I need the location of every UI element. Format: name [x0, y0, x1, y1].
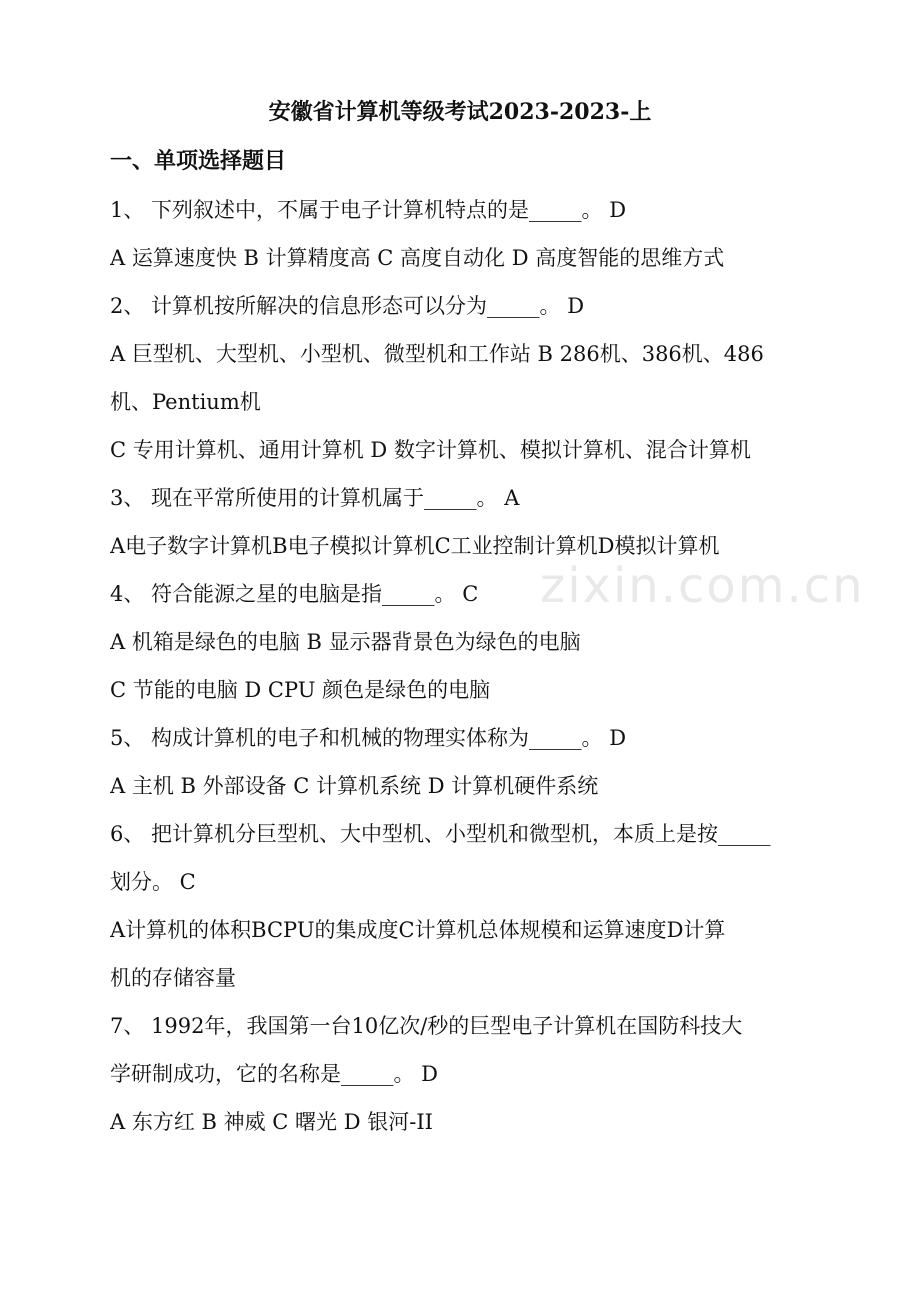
question-6-options-cont: 机的存储容量: [110, 966, 236, 990]
question-5: 5、 构成计算机的电子和机械的物理实体称为_____。 D: [110, 726, 627, 750]
document-title: 安徽省计算机等级考试2023-2023-上: [268, 99, 652, 125]
watermark: zixin.com.cn: [540, 558, 865, 614]
question-2: 2、 计算机按所解决的信息形态可以分为_____。 D: [110, 294, 585, 318]
question-1-options: A 运算速度快 B 计算精度高 C 高度自动化 D 高度智能的思维方式: [110, 246, 725, 270]
question-6-cont: 划分。 C: [110, 870, 196, 894]
question-4: 4、 符合能源之星的电脑是指_____。 C: [110, 582, 479, 606]
question-7-cont: 学研制成功，它的名称是_____。 D: [110, 1062, 439, 1086]
question-2-options-cont: 机、Pentium机: [110, 390, 261, 414]
question-2-options: A 巨型机、大型机、小型机、微型机和工作站 B 286机、386机、486: [110, 342, 764, 366]
question-1: 1、 下列叙述中，不属于电子计算机特点的是_____。 D: [110, 198, 627, 222]
question-7-options: A 东方红 B 神威 C 曙光 D 银河-II: [110, 1110, 433, 1134]
question-4-options: A 机箱是绿色的电脑 B 显示器背景色为绿色的电脑: [110, 630, 581, 654]
question-3: 3、 现在平常所使用的计算机属于_____。 A: [110, 486, 520, 510]
section-heading: 一、单项选择题目: [110, 148, 287, 174]
question-2-options-2: C 专用计算机、通用计算机 D 数字计算机、模拟计算机、混合计算机: [110, 438, 751, 462]
question-4-options-2: C 节能的电脑 D CPU 颜色是绿色的电脑: [110, 678, 491, 702]
question-6: 6、 把计算机分巨型机、大中型机、小型机和微型机，本质上是按_____: [110, 822, 771, 846]
question-3-options: A电子数字计算机B电子模拟计算机C工业控制计算机D模拟计算机: [110, 534, 720, 558]
question-7: 7、 1992年，我国第一台10亿次/秒的巨型电子计算机在国防科技大: [110, 1014, 743, 1038]
question-6-options: A计算机的体积BCPU的集成度C计算机总体规模和运算速度D计算: [110, 918, 726, 942]
question-5-options: A 主机 B 外部设备 C 计算机系统 D 计算机硬件系统: [110, 774, 599, 798]
